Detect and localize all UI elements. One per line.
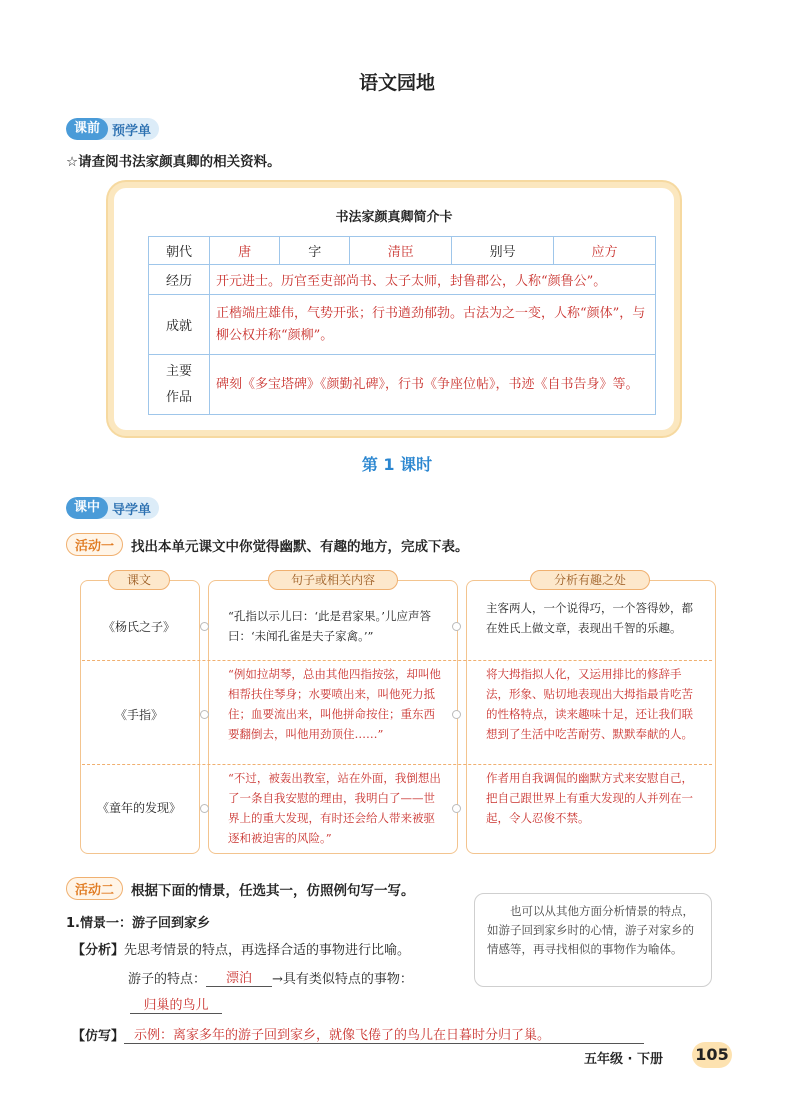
achievement-value: 正楷端庄雄伟，气势开张；行书遒劲郁勃。古法为之一变，人称“颜体”，与柳公权并称“颜柳”。 (210, 295, 656, 355)
row1-analysis: 主客两人，一个说得巧，一个答得妙，都在姓氏上做文章，表现出千智的乐趣。 (486, 601, 693, 635)
activity2-tag: 活动二 (66, 877, 123, 900)
zi-label: 字 (280, 237, 350, 265)
connector-dot (452, 804, 461, 813)
connector-dot (200, 710, 209, 719)
grade-label: 五年级 · 下册 (584, 1052, 663, 1067)
feature-suffix: →具有类似特点的事物： (272, 972, 413, 987)
feature-prefix: 游子的特点： (128, 972, 207, 987)
row2-analysis: 将大拇指拟人化，又运用排比的修辞手法，形象、贴切地表现出大拇指最肯吃苦的性格特点，读来趣味十足，还让我们联想到了生活中吃苦耐劳、默默奉献的人。 (486, 667, 693, 741)
zi-value: 清臣 (350, 237, 452, 265)
pre-class-tag-sub: 预学单 (112, 123, 152, 139)
pre-class-tag (66, 118, 159, 140)
achievement-label: 成就 (149, 295, 210, 355)
tip-text: 也可以从其他方面分析情景的特点，如游子回到家乡时的心情，游子对家乡的情感等，再寻找相似的事物作为喻体。 (487, 904, 694, 956)
feature-line (128, 967, 413, 987)
analysis-text: 先思考情景的特点，再选择合适的事物进行比喻。 (124, 943, 411, 958)
imitate-line (72, 1024, 644, 1044)
page-number: 105 (692, 1042, 732, 1068)
connector-dot (200, 622, 209, 631)
sentence-column-header: 句子或相关内容 (268, 570, 398, 590)
row3-sentence: “不过，被轰出教室，站在外面，我倒想出了一条自我安慰的理由，我明白了——世界上的重大发现，有时还会给人带来被驱逐和被迫害的风险。” (228, 771, 441, 845)
connector-dot (200, 804, 209, 813)
row2-text: 《手指》 (114, 708, 163, 722)
info-table (148, 236, 656, 415)
activity1-instruction: 找出本单元课文中你觉得幽默、有趣的地方，完成下表。 (131, 538, 469, 555)
experience-label: 经历 (149, 265, 210, 295)
row-divider (82, 660, 712, 661)
row1-text: 《杨氏之子》 (102, 620, 175, 634)
scene-title: 1.情景一：游子回到家乡 (66, 916, 210, 931)
in-class-tag-sub: 导学单 (112, 502, 152, 518)
works-value: 碑刻《多宝塔碑》《颜勤礼碑》，行书《争座位帖》，书迹《自书告身》等。 (210, 355, 656, 415)
dynasty-value: 唐 (210, 237, 280, 265)
in-class-tag (66, 497, 159, 519)
analysis-label: 【分析】 (72, 943, 125, 958)
text-column-header: 课文 (108, 570, 170, 590)
pre-class-tag-main: 课前 (66, 118, 108, 140)
connector-dot (452, 622, 461, 631)
activity1-heading (66, 533, 469, 556)
page-title: 语文园地 (358, 72, 435, 94)
experience-value: 开元进士。历官至吏部尚书、太子太师，封鲁郡公，人称“颜鲁公”。 (210, 265, 656, 295)
analysis-column-header: 分析有趣之处 (530, 570, 650, 590)
thing-value: 归巢的鸟儿 (130, 994, 222, 1014)
row1-sentence: “孔指以示儿曰：‘此是君家果。’儿应声答曰：‘未闻孔雀是夫子家禽。’” (228, 609, 431, 643)
hao-label: 别号 (452, 237, 554, 265)
lesson-title: 第 1 课时 (361, 455, 433, 474)
row3-analysis: 作者用自我调侃的幽默方式来安慰自己，把自己跟世界上有重大发现的人并列在一起，令人忍俊不禁。 (486, 771, 693, 825)
works-label-line2: 作品 (165, 389, 192, 405)
tip-bubble (474, 893, 712, 987)
row3-text: 《童年的发现》 (96, 801, 181, 815)
row-divider (82, 764, 712, 765)
connector-dot (452, 710, 461, 719)
card-title: 书法家颜真卿简介卡 (335, 210, 453, 225)
in-class-tag-main: 课中 (66, 497, 108, 519)
activity1-tag: 活动一 (66, 533, 123, 556)
works-label-line1: 主要 (165, 363, 192, 379)
imitate-label: 【仿写】 (72, 1029, 125, 1044)
imitate-value: 示例：离家多年的游子回到家乡，就像飞倦了的鸟儿在日暮时分归了巢。 (124, 1024, 644, 1044)
activity2-instruction: 根据下面的情景，任选其一，仿照例句写一写。 (131, 882, 415, 899)
row2-sentence: “例如拉胡琴，总由其他四指按弦，却叫他相帮扶住琴身；水要喷出来，叫他死力抵住；血要流出来，叫他拼命按住；重东西要翻倒去，叫他用劲顶住……” (228, 667, 441, 741)
dynasty-label: 朝代 (149, 237, 210, 265)
intro-card (108, 182, 680, 436)
works-label (149, 355, 210, 415)
hao-value: 应方 (554, 237, 656, 265)
pre-instruction: ☆请查阅书法家颜真卿的相关资料。 (66, 154, 281, 170)
analysis-line (72, 939, 410, 958)
activity2-heading (66, 877, 415, 900)
feature-value: 漂泊 (206, 967, 272, 987)
